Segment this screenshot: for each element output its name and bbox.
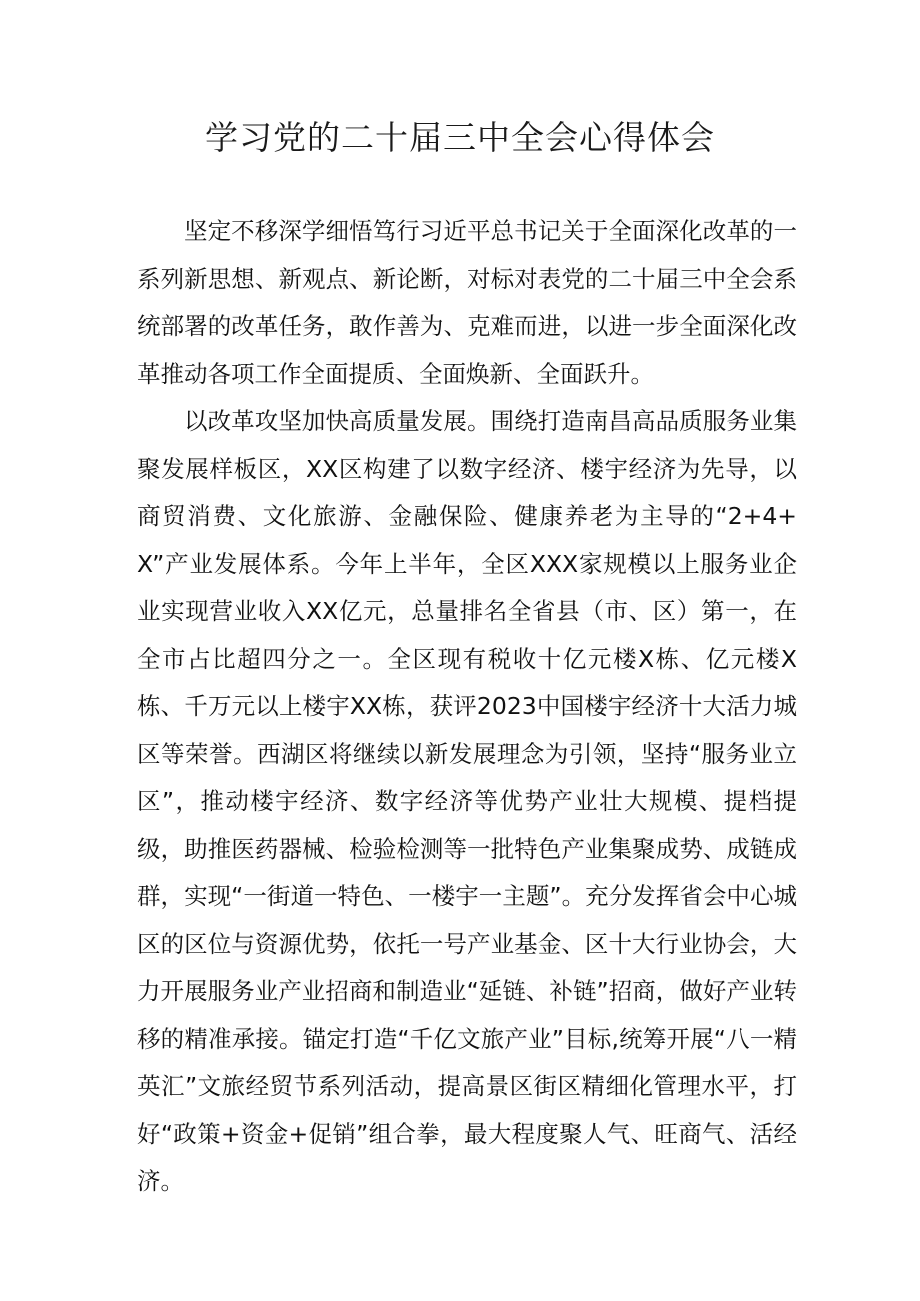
document-title: 学习党的二十届三中全会心得体会 — [205, 118, 715, 157]
paragraph-reform: 以改革攻坚加快高质量发展。围绕打造南昌高品质服务业集聚发展样板区，XX区构建了以数字经济、楼宇经济为先导，以商贸消费、文化旅游、金融保险、健康养老为主导的“2+4+X”产业发展体系。今年上半年，全区XXX家规模以上服务业企业实现营业收入XX亿元，总量排名全省县（市、区）第一，在全市占比超四分之一。全区现有税收十亿元楼X栋、亿元楼X栋、千万元以上楼宇XX栋，获评2023中国楼宇经济十大活力城区等荣誉。西湖区将继续以新发展理念为引领，坚持“服务业立区”，推动楼宇经济、数字经济等优势产业壮大规模、提档提级，助推医药器械、检验检测等一批特色产业集聚成势、成链成群，实现“一街道一特色、一楼宇一主题”。充分发挥省会中心城区的区位与资源优势，依托一号产业基金、区十大行业协会，大力开展服务业产业招商和制造业“延链、补链”招商，做好产业转移的精准承接。锚定打造“千亿文旅产业”目标,统筹开展“八一精英汇”文旅经贸节系列活动，提高景区街区精细化管理水平，打好“政策+资金+促销”组合拳，最大程度聚人气、旺商气、活经济。 — [137, 407, 797, 1195]
paragraph-intro: 坚定不移深学细悟笃行习近平总书记关于全面深化改革的一系列新思想、新观点、新论断，对标对表党的二十届三中全会系统部署的改革任务，敢作善为、克难而进，以进一步全面深化改革推动各项工作全面提质、全面焕新、全面跃升。 — [137, 217, 797, 388]
document-body — [137, 208, 797, 1206]
